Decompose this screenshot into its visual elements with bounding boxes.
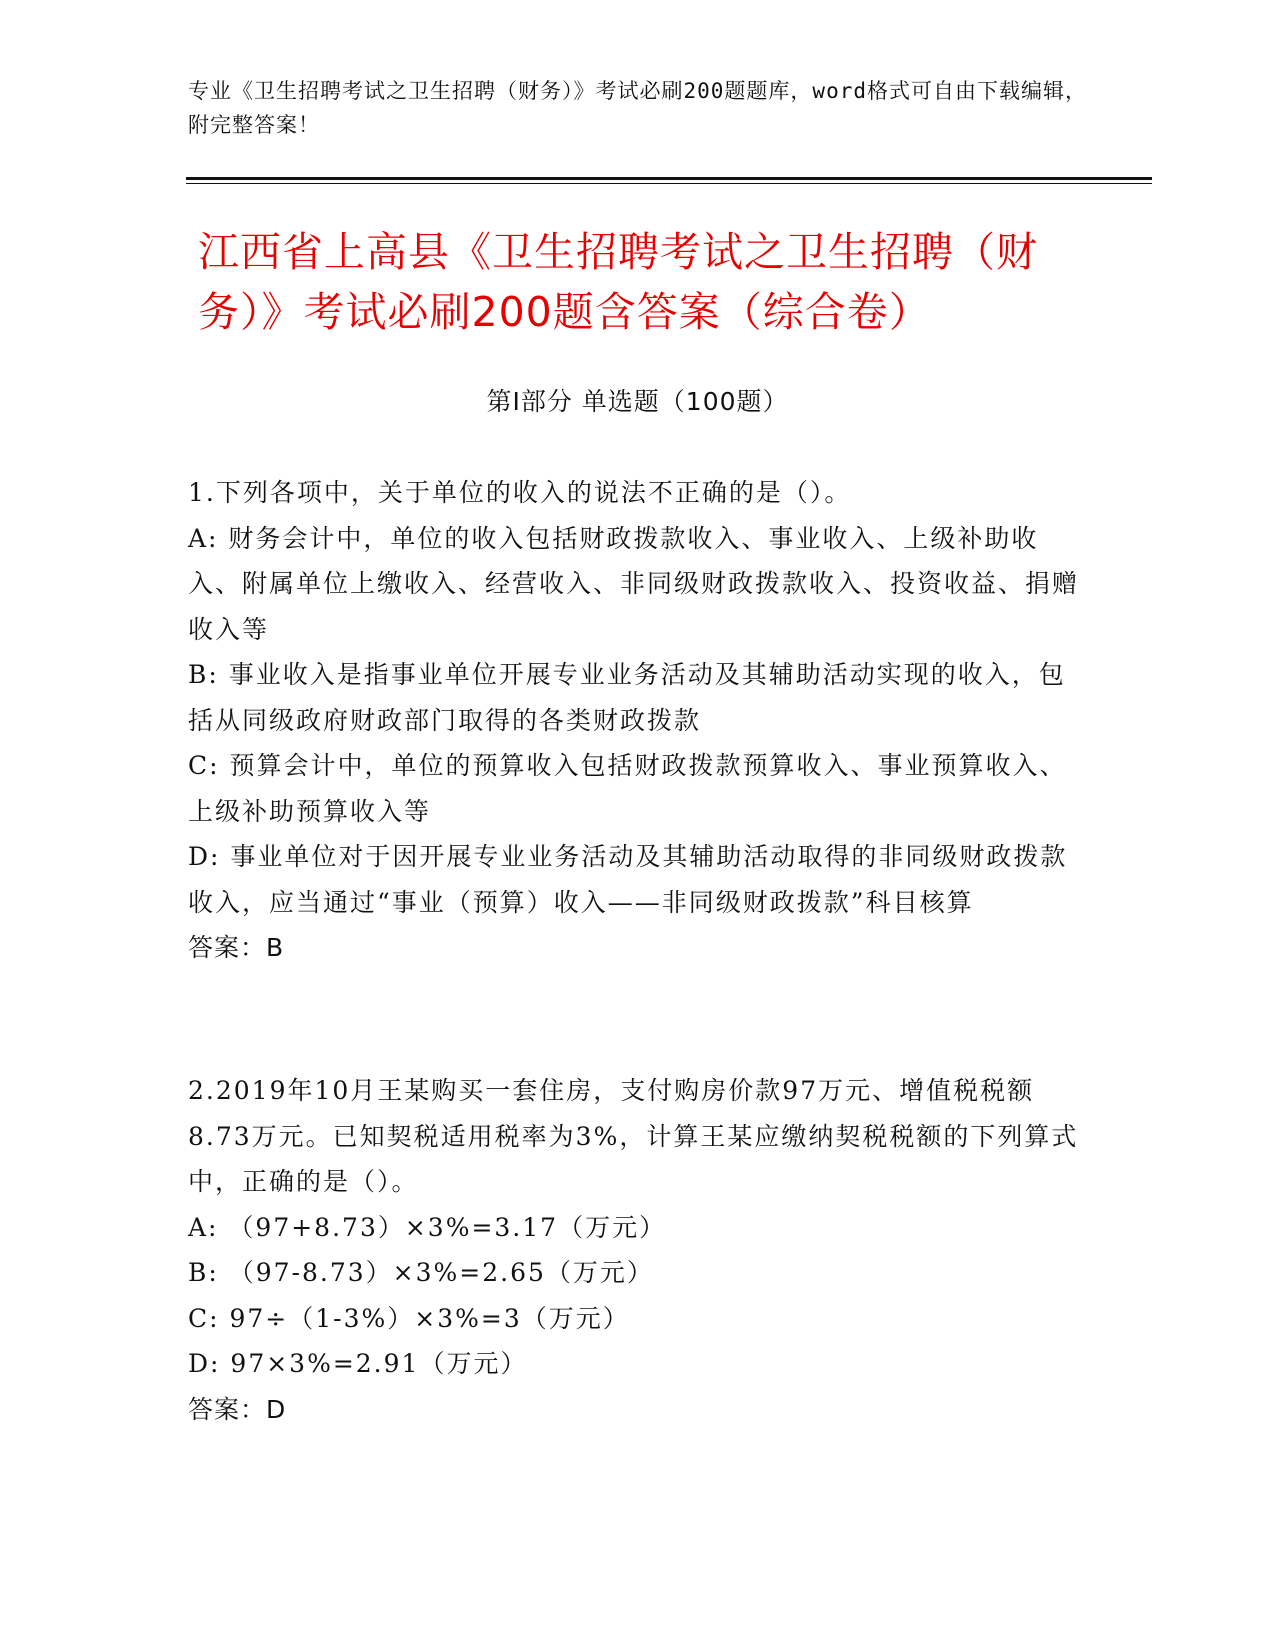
option-b: B: 事业收入是指事业单位开展专业业务活动及其辅助活动实现的收入，包括从同级政府财政部门取得的各类财政拨款 [188, 660, 1066, 735]
answer: 答案：D [188, 1394, 287, 1424]
section-title: 第I部分 单选题（100题） [486, 387, 789, 416]
header-note: 专业《卫生招聘考试之卫生招聘（财务）》考试必刷200题题库，word格式可自由下载编辑，附完整答案！ [188, 79, 1087, 137]
option-c: C: 预算会计中，单位的预算收入包括财政拨款预算收入、事业预算收入、上级补助预算收入等 [188, 751, 1067, 826]
question-stem: 2.2019年10月王某购买一套住房，支付购房价款97万元、增值税税额8.73万元。已知契税适用税率为3%，计算王某应缴纳契税税额的下列算式中，正确的是（）。 [188, 1076, 1079, 1196]
question-2 [188, 1068, 1088, 1432]
question-stem: 1.下列各项中，关于单位的收入的说法不正确的是（）。 [188, 478, 852, 507]
option-b: B: （97-8.73）×3%=2.65（万元） [188, 1258, 654, 1287]
document-title: 江西省上高县《卫生招聘考试之卫生招聘（财务）》考试必刷200题含答案（综合卷） [198, 228, 1038, 336]
answer: 答案：B [188, 933, 285, 962]
option-c: C: 97÷（1-3%）×3%=3（万元） [188, 1303, 630, 1333]
option-d: D: 97×3%=2.91（万元） [188, 1349, 528, 1378]
option-a: A: 财务会计中，单位的收入包括财政拨款收入、事业收入、上级补助收入、附属单位上缴收入、经营收入、非同级财政拨款收入、投资收益、捐赠收入等 [188, 523, 1080, 644]
header-divider-thick [186, 177, 1152, 180]
option-a: A: （97+8.73）×3%=3.17（万元） [188, 1212, 667, 1242]
header-divider-thin [186, 183, 1152, 184]
option-d: D: 事业单位对于因开展专业业务活动及其辅助活动取得的非同级财政拨款收入，应当通过“事业（预算）收入——非同级财政拨款”科目核算 [188, 842, 1068, 917]
question-1 [188, 470, 1088, 971]
